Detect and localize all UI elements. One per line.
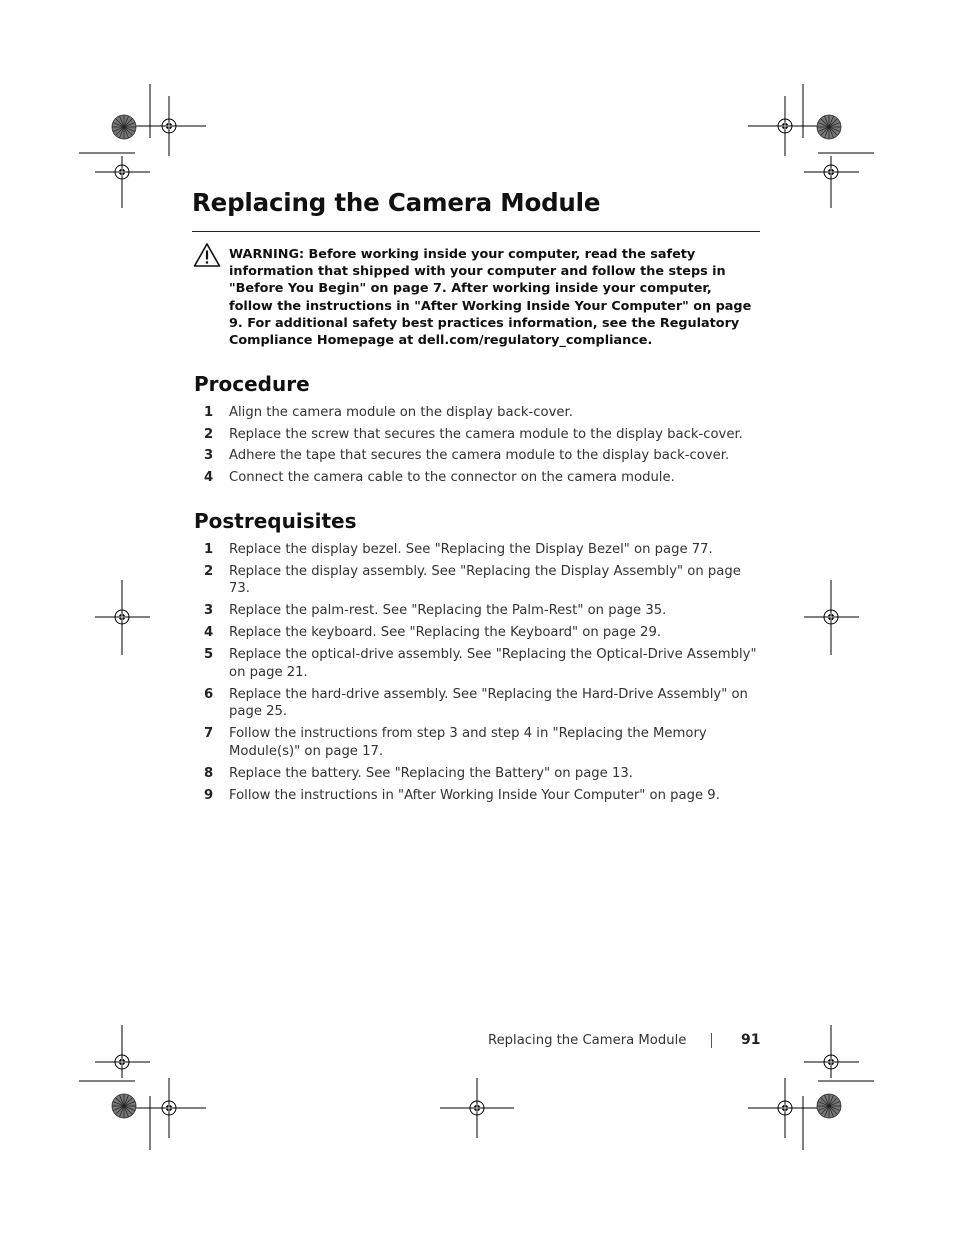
step-text: Replace the display assembly. See "Replacing the Display Assembly" on page 73. [229,564,741,597]
step-text: Replace the battery. See "Replacing the Battery" on page 13. [229,765,633,781]
step-number: 4 [204,625,214,641]
step-number: 1 [204,542,214,557]
procedure-step [0,447,761,464]
step-text: Replace the hard-drive assembly. See "Replacing the Hard-Drive Assembly" on page 25. [229,686,748,720]
step-number: 8 [204,765,214,781]
procedure-step [0,426,761,443]
step-number: 6 [204,686,214,702]
postrequisite-step [0,725,761,760]
postrequisite-step [0,646,761,681]
postrequisite-step [0,563,761,598]
footer-section-title: Replacing the Camera Module [488,1033,687,1048]
postrequisite-step [0,624,761,641]
step-number: 2 [204,426,214,442]
step-number: 3 [204,448,214,464]
step-text: Align the camera module on the display back-cover. [229,405,573,420]
title-divider [192,231,760,232]
step-number: 1 [204,405,214,420]
footer-page-number: 91 [741,1032,761,1048]
warning-text: WARNING: Before working inside your computer, read the safety information that shipped with your computer and follow the steps in "Before You Begin" on page 7. After working inside your computer, follow the instructions in "After Working Inside Your Computer" on page 9. For additional safety best practices information, see the Regulatory Compliance Homepage at dell.com/regulatory_compliance. [229,247,752,349]
step-text: Replace the palm-rest. See "Replacing the Palm-Rest" on page 35. [229,603,667,619]
step-text: Replace the optical-drive assembly. See "Replacing the Optical-Drive Assembly" on page 21. [229,647,757,680]
procedure-steps [0,404,761,486]
warning-triangle-icon [193,242,221,268]
step-number: 9 [204,787,214,803]
postrequisite-step [0,787,761,804]
postrequisite-step [0,686,761,721]
postrequisites-heading: Postrequisites [194,509,357,533]
page-title: Replacing the Camera Module [192,188,601,217]
procedure-step [0,404,761,421]
step-number: 4 [204,469,214,485]
postrequisite-step [0,541,761,558]
step-text: Adhere the tape that secures the camera module to the display back-cover. [229,448,730,464]
footer-separator [711,1033,712,1048]
step-number: 3 [204,603,214,619]
step-text: Follow the instructions in "After Working Inside Your Computer" on page 9. [229,787,720,803]
procedure-heading: Procedure [194,372,310,396]
step-number: 7 [204,726,214,742]
step-text: Replace the keyboard. See "Replacing the Keyboard" on page 29. [229,625,662,641]
step-text: Replace the display bezel. See "Replacing the Display Bezel" on page 77. [229,542,713,557]
step-text: Replace the screw that secures the camera module to the display back-cover. [229,426,743,442]
step-number: 2 [204,564,214,579]
postrequisite-step [0,765,761,782]
step-text: Connect the camera cable to the connector on the camera module. [229,469,675,485]
postrequisites-steps [0,541,761,804]
step-number: 5 [204,647,214,663]
step-text: Follow the instructions from step 3 and step 4 in "Replacing the Memory Module(s)" on page 17. [229,726,707,759]
procedure-step [0,469,761,486]
postrequisite-step [0,602,761,619]
